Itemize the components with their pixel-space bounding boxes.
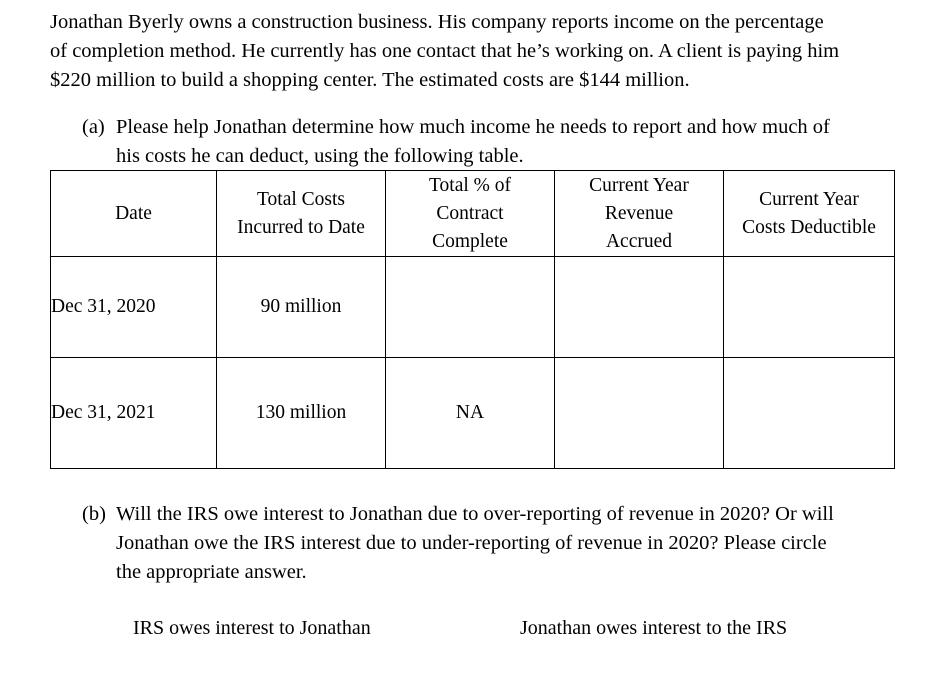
cell-total-costs: 130 million — [217, 358, 386, 469]
question-b-line: Will the IRS owe interest to Jonathan due to over-reporting of revenue in 2020? Or will — [116, 503, 834, 525]
question-b — [82, 500, 882, 587]
completion-table — [50, 170, 895, 469]
intro-paragraph — [50, 8, 930, 95]
intro-line: $220 million to build a shopping center. The estimated costs are $144 million. — [50, 69, 690, 91]
cell-revenue-accrued[interactable] — [555, 257, 724, 358]
header-costs-line: Current Year — [759, 188, 859, 210]
question-a-line: Please help Jonathan determine how much income he needs to report and how much of — [116, 116, 830, 138]
answer-option-irs-owes[interactable]: IRS owes interest to Jonathan — [133, 617, 371, 639]
header-percent-line: Complete — [432, 230, 508, 252]
answer-option-jonathan-owes[interactable]: Jonathan owes interest to the IRS — [520, 617, 788, 639]
cell-costs-deductible[interactable] — [724, 257, 895, 358]
question-b-line: the appropriate answer. — [116, 561, 307, 583]
question-a-marker: (a) — [82, 116, 105, 138]
question-a-text — [116, 113, 882, 171]
question-a-line: his costs he can deduct, using the following table. — [116, 145, 524, 167]
cell-costs-deductible[interactable] — [724, 358, 895, 469]
cell-total-costs: 90 million — [217, 257, 386, 358]
table-header-row — [51, 171, 895, 257]
header-revenue-line: Revenue — [604, 202, 674, 224]
header-costs-deductible — [724, 171, 895, 257]
table-row — [51, 257, 895, 358]
header-total-costs-line: Incurred to Date — [237, 216, 365, 238]
question-a — [82, 113, 882, 171]
intro-line: Jonathan Byerly owns a construction business. His company reports income on the percentage — [50, 11, 824, 33]
question-b-text — [116, 500, 882, 587]
header-date-label: Date — [115, 202, 152, 224]
question-b-marker: (b) — [82, 503, 106, 525]
header-costs-line: Costs Deductible — [742, 216, 876, 238]
cell-date: Dec 31, 2021 — [51, 358, 217, 469]
header-total-costs — [217, 171, 386, 257]
header-date — [51, 171, 217, 257]
header-percent-line: Contract — [436, 202, 504, 224]
table-row — [51, 358, 895, 469]
intro-line: of completion method. He currently has one contact that he’s working on. A client is paying him — [50, 40, 840, 62]
header-revenue-accrued — [555, 171, 724, 257]
question-b-line: Jonathan owe the IRS interest due to under-reporting of revenue in 2020? Please circle — [116, 532, 827, 554]
cell-percent-complete: NA — [386, 358, 555, 469]
header-percent-line: Total % of — [428, 174, 512, 196]
header-total-costs-line: Total Costs — [256, 188, 346, 210]
header-percent-complete — [386, 171, 555, 257]
cell-date: Dec 31, 2020 — [51, 257, 217, 358]
header-revenue-line: Current Year — [589, 174, 689, 196]
cell-percent-complete[interactable] — [386, 257, 555, 358]
cell-revenue-accrued[interactable] — [555, 358, 724, 469]
header-revenue-line: Accrued — [605, 230, 673, 252]
